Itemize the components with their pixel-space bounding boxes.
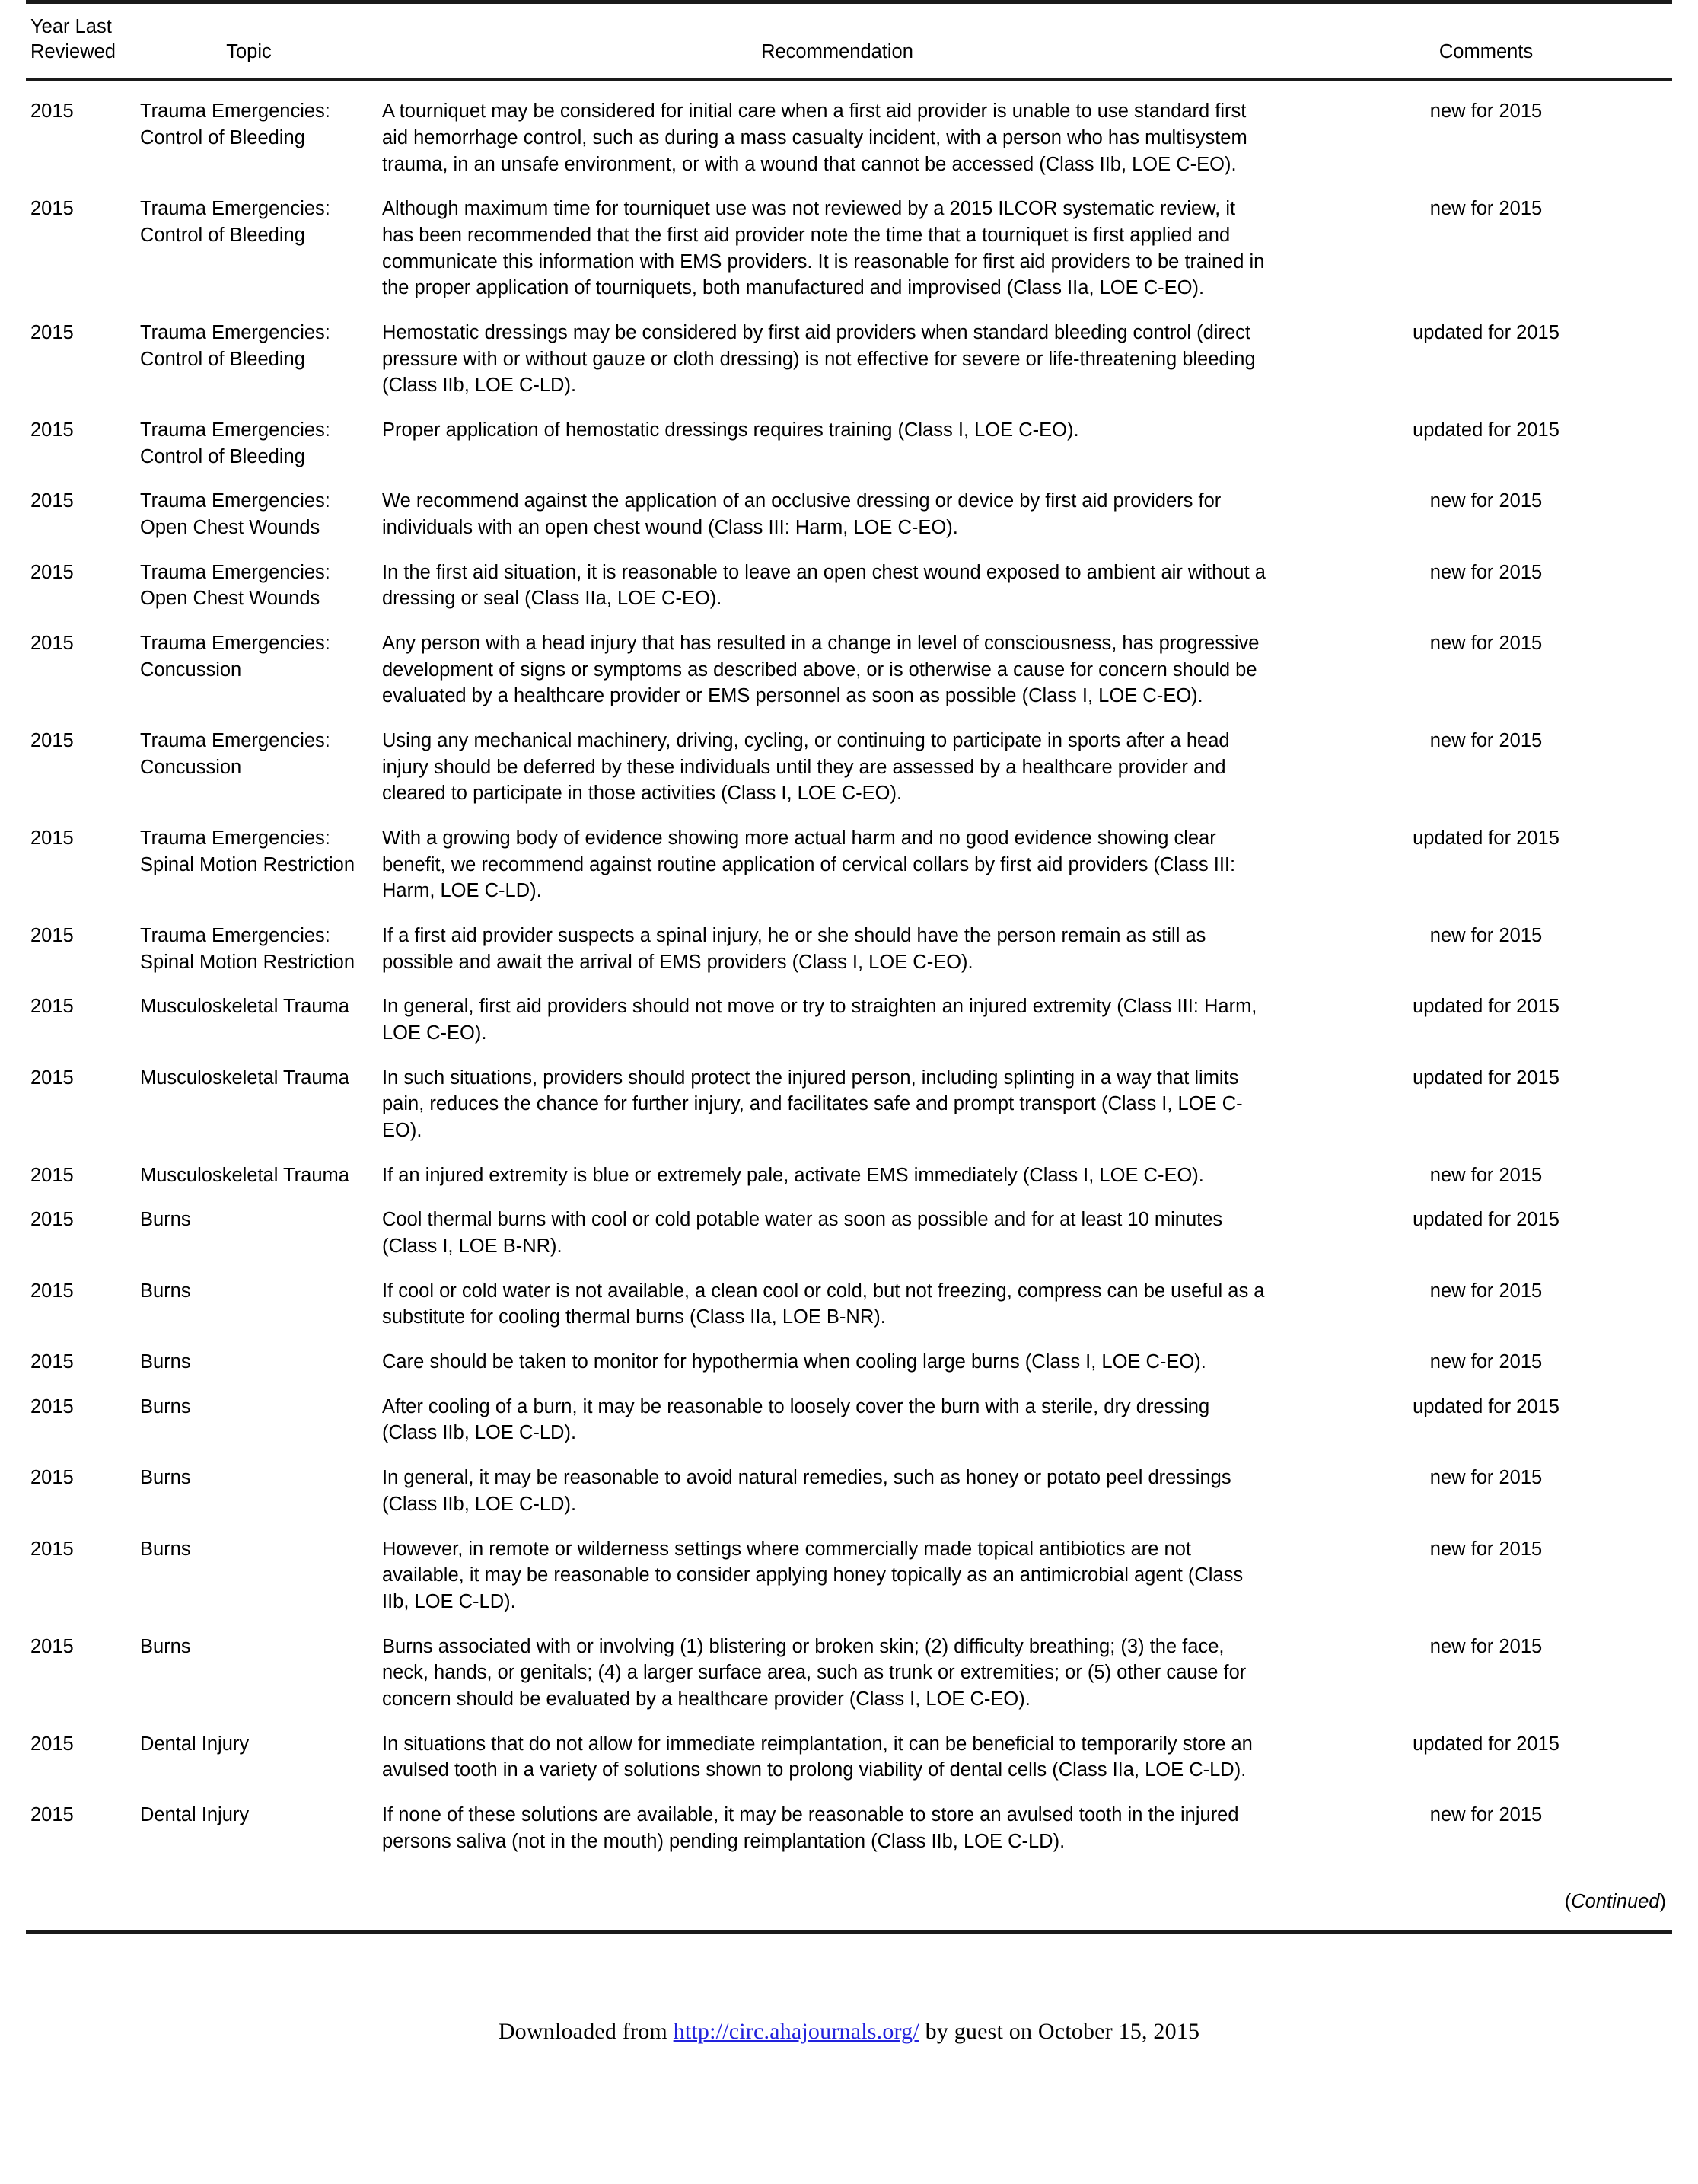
cell-recommendation: Hemostatic dressings may be considered by first aid providers when standard bleeding control (direct pressure with or without gauze or cloth dressing) is not effective for severe or life-threatening bleeding (Class IIb, LOE C-LD). <box>382 321 1256 397</box>
cell-recommendation: In general, it may be reasonable to avoid natural remedies, such as honey or potato peel dressings (Class IIb, LOE C-LD). <box>382 1467 1231 1515</box>
cell-topic: Burns <box>140 1351 191 1373</box>
table-body <box>26 80 1672 1862</box>
cell-year: 2015 <box>30 561 74 583</box>
table-row <box>26 1720 1672 1791</box>
cell-year: 2015 <box>30 1803 74 1825</box>
cell-comments: updated for 2015 <box>1413 1209 1559 1231</box>
cell-comments: updated for 2015 <box>1413 1733 1559 1755</box>
cell-year: 2015 <box>30 1395 74 1417</box>
cell-topic: Burns <box>140 1538 191 1560</box>
table-row <box>26 1267 1672 1338</box>
cell-comments: updated for 2015 <box>1413 419 1559 441</box>
cell-topic: Trauma Emergencies: Spinal Motion Restriction <box>140 827 355 875</box>
cell-recommendation: However, in remote or wilderness settings where commercially made topical antibiotics are not available, it may be reasonable to consider applying honey topically as an antimicrobial agent (Class IIb, LOE C-LD). <box>382 1538 1244 1612</box>
cell-comments: new for 2015 <box>1429 1538 1543 1560</box>
cell-comments: updated for 2015 <box>1413 996 1559 1018</box>
cell-topic: Musculoskeletal Trauma <box>140 996 349 1018</box>
cell-year: 2015 <box>30 1209 74 1231</box>
cell-recommendation: A tourniquet may be considered for initial care when a first aid provider is unable to use standard first aid hemorrhage control, such as during a mass casualty incident, with a person who has multisystem trauma, in an unsafe environment, or with a wound that cannot be accessed (Class IIb, LOE C-EO). <box>382 100 1247 175</box>
cell-comments: new for 2015 <box>1429 1803 1543 1825</box>
cell-year: 2015 <box>30 1280 74 1302</box>
cell-recommendation: Using any mechanical machinery, driving, cycling, or continuing to participate in sports after a head injury should be deferred by these individuals until they are assessed by a healthcare provider and cleared to participate in those activities (Class I, LOE C-EO). <box>382 730 1230 805</box>
cell-year: 2015 <box>30 419 74 441</box>
cell-recommendation: Care should be taken to monitor for hypothermia when cooling large burns (Class I, LOE C-EO). <box>382 1351 1206 1373</box>
cell-topic: Trauma Emergencies: Concussion <box>140 633 330 681</box>
cell-recommendation: Cool thermal burns with cool or cold potable water as soon as possible and for at least 10 minutes (Class I, LOE B-NR). <box>382 1209 1223 1258</box>
cell-comments: new for 2015 <box>1429 1351 1543 1373</box>
cell-recommendation: If a first aid provider suspects a spinal injury, he or she should have the person remain as still as possible and await the arrival of EMS providers (Class I, LOE C-EO). <box>382 925 1206 973</box>
cell-topic: Trauma Emergencies: Concussion <box>140 730 330 778</box>
cell-year: 2015 <box>30 198 74 220</box>
column-header-comments: Comments <box>1300 4 1672 80</box>
cell-comments: new for 2015 <box>1429 633 1543 655</box>
table-row <box>26 309 1672 407</box>
cell-comments: new for 2015 <box>1429 1280 1543 1302</box>
cell-topic: Burns <box>140 1635 191 1657</box>
cell-year: 2015 <box>30 1635 74 1657</box>
journal-url-link[interactable]: http://circ.ahajournals.org/ <box>673 2019 919 2045</box>
table-row <box>26 1054 1672 1152</box>
cell-topic: Musculoskeletal Trauma <box>140 1066 349 1089</box>
cell-comments: new for 2015 <box>1429 1467 1543 1489</box>
table-row <box>26 1623 1672 1720</box>
cell-topic: Trauma Emergencies: Control of Bleeding <box>140 198 330 246</box>
table-header-row <box>26 4 1672 80</box>
cell-year: 2015 <box>30 321 74 343</box>
cell-recommendation: If none of these solutions are available, it may be reasonable to store an avulsed tooth in the injured persons saliva (not in the mouth) pending reimplantation (Class IIb, LOE C-LD). <box>382 1803 1239 1852</box>
table-row <box>26 983 1672 1054</box>
cell-year: 2015 <box>30 1733 74 1755</box>
cell-topic: Trauma Emergencies: Open Chest Wounds <box>140 490 330 539</box>
table-row <box>26 620 1672 717</box>
cell-recommendation: If an injured extremity is blue or extremely pale, activate EMS immediately (Class I, LOE C-EO). <box>382 1164 1204 1186</box>
cell-topic: Musculoskeletal Trauma <box>140 1164 349 1186</box>
table-row <box>26 549 1672 620</box>
cell-recommendation: In situations that do not allow for immediate reimplantation, it can be beneficial to temporarily store an avulsed tooth in a variety of solutions shown to prolong viability of dental cells (Class IIa, LOE C-LD). <box>382 1733 1253 1781</box>
table-row <box>26 1196 1672 1267</box>
cell-year: 2015 <box>30 730 74 752</box>
recommendations-table <box>26 4 1672 1862</box>
cell-topic: Burns <box>140 1467 191 1489</box>
table-row <box>26 912 1672 983</box>
cell-year: 2015 <box>30 100 74 123</box>
cell-comments: new for 2015 <box>1429 561 1543 583</box>
continued-label: ( Continued ) <box>1565 1891 1666 1912</box>
cell-recommendation: Any person with a head injury that has resulted in a change in level of consciousness, has progressive development of signs or symptoms as described above, or is otherwise a cause for concern should be evaluated by a healthcare provider or EMS personnel as soon as possible (Class I, LOE C-EO). <box>382 633 1260 707</box>
cell-year: 2015 <box>30 1164 74 1186</box>
cell-recommendation: After cooling of a burn, it may be reasonable to loosely cover the burn with a sterile, dry dressing (Class IIb, LOE C-LD). <box>382 1395 1210 1444</box>
column-header-year-line2: Reviewed <box>30 41 116 63</box>
cell-comments: new for 2015 <box>1429 198 1543 220</box>
cell-topic: Burns <box>140 1395 191 1417</box>
footer-suffix-text: by guest on October 15, 2015 <box>919 2019 1200 2045</box>
cell-recommendation: Proper application of hemostatic dressings requires training (Class I, LOE C-EO). <box>382 419 1079 441</box>
cell-topic: Trauma Emergencies: Open Chest Wounds <box>140 561 330 610</box>
cell-comments: new for 2015 <box>1429 1164 1543 1186</box>
table-row <box>26 717 1672 815</box>
footer-prefix-text: Downloaded from <box>498 2019 674 2045</box>
cell-comments: new for 2015 <box>1429 100 1543 123</box>
table-row <box>26 1454 1672 1525</box>
cell-comments: updated for 2015 <box>1413 1395 1559 1417</box>
cell-recommendation: Burns associated with or involving (1) blistering or broken skin; (2) difficulty breathing; (3) the face, neck, hands, or genitals; (4) a larger surface area, such as trunk or extremities; or (5) other cause for concern should be evaluated by a healthcare provider (Class I, LOE C-EO). <box>382 1635 1247 1710</box>
table-row <box>26 1383 1672 1454</box>
table-row <box>26 815 1672 912</box>
cell-recommendation: With a growing body of evidence showing more actual harm and no good evidence showing clear benefit, we recommend against routine application of cervical collars by first aid providers (Class III: Harm, LOE C-LD). <box>382 827 1236 902</box>
cell-comments: new for 2015 <box>1429 490 1543 512</box>
cell-topic: Dental Injury <box>140 1803 250 1825</box>
cell-year: 2015 <box>30 996 74 1018</box>
table-row <box>26 407 1672 477</box>
cell-recommendation: If cool or cold water is not available, a clean cool or cold, but not freezing, compress can be useful as a substitute for cooling thermal burns (Class IIa, LOE B-NR). <box>382 1280 1265 1328</box>
cell-year: 2015 <box>30 1066 74 1089</box>
cell-topic: Trauma Emergencies: Control of Bleeding <box>140 419 330 467</box>
table-row <box>26 185 1672 309</box>
table-row <box>26 1338 1672 1383</box>
column-header-year <box>26 4 123 80</box>
column-header-year-line1: Year Last <box>30 16 112 37</box>
table-row <box>26 477 1672 548</box>
download-footer <box>26 1934 1672 2045</box>
cell-comments: updated for 2015 <box>1413 321 1559 343</box>
cell-topic: Burns <box>140 1209 191 1231</box>
cell-year: 2015 <box>30 1538 74 1560</box>
cell-topic: Burns <box>140 1280 191 1302</box>
cell-year: 2015 <box>30 1351 74 1373</box>
cell-topic: Trauma Emergencies: Control of Bleeding <box>140 321 330 370</box>
table-row <box>26 1526 1672 1623</box>
cell-comments: new for 2015 <box>1429 1635 1543 1657</box>
cell-recommendation: We recommend against the application of an occlusive dressing or device by first aid providers for individuals with an open chest wound (Class III: Harm, LOE C-EO). <box>382 490 1222 539</box>
cell-year: 2015 <box>30 633 74 655</box>
cell-year: 2015 <box>30 827 74 850</box>
column-header-recommendation: Recommendation <box>374 4 1300 80</box>
cell-comments: updated for 2015 <box>1413 1066 1559 1089</box>
table-row <box>26 1791 1672 1862</box>
table-row <box>26 80 1672 185</box>
cell-comments: new for 2015 <box>1429 730 1543 752</box>
cell-recommendation: In the first aid situation, it is reasonable to leave an open chest wound exposed to ambient air without a dressing or seal (Class IIa, LOE C-EO). <box>382 561 1266 610</box>
cell-recommendation: In such situations, providers should protect the injured person, including splinting in a way that limits pain, reduces the chance for further injury, and facilitates safe and prompt transport (Class I, LOE C-EO). <box>382 1066 1243 1142</box>
cell-recommendation: In general, first aid providers should not move or try to straighten an injured extremity (Class III: Harm, LOE C-EO). <box>382 996 1257 1044</box>
cell-recommendation: Although maximum time for tourniquet use was not reviewed by a 2015 ILCOR systematic review, it has been recommended that the first aid provider note the time that a tourniquet is first applied and communicate this information with EMS providers. It is reasonable for first aid providers to be trained in the proper application of tourniquets, both manufactured and improvised (Class IIa, LOE C-EO). <box>382 198 1265 299</box>
cell-comments: updated for 2015 <box>1413 827 1559 850</box>
cell-topic: Trauma Emergencies: Spinal Motion Restriction <box>140 925 355 973</box>
table-head <box>26 4 1672 80</box>
cell-topic: Dental Injury <box>140 1733 250 1755</box>
table-row <box>26 1152 1672 1197</box>
cell-year: 2015 <box>30 490 74 512</box>
cell-topic: Trauma Emergencies: Control of Bleeding <box>140 100 330 148</box>
cell-comments: new for 2015 <box>1429 925 1543 947</box>
continued-note <box>26 1862 1672 1930</box>
cell-year: 2015 <box>30 925 74 947</box>
cell-year: 2015 <box>30 1467 74 1489</box>
column-header-topic: Topic <box>123 4 374 80</box>
